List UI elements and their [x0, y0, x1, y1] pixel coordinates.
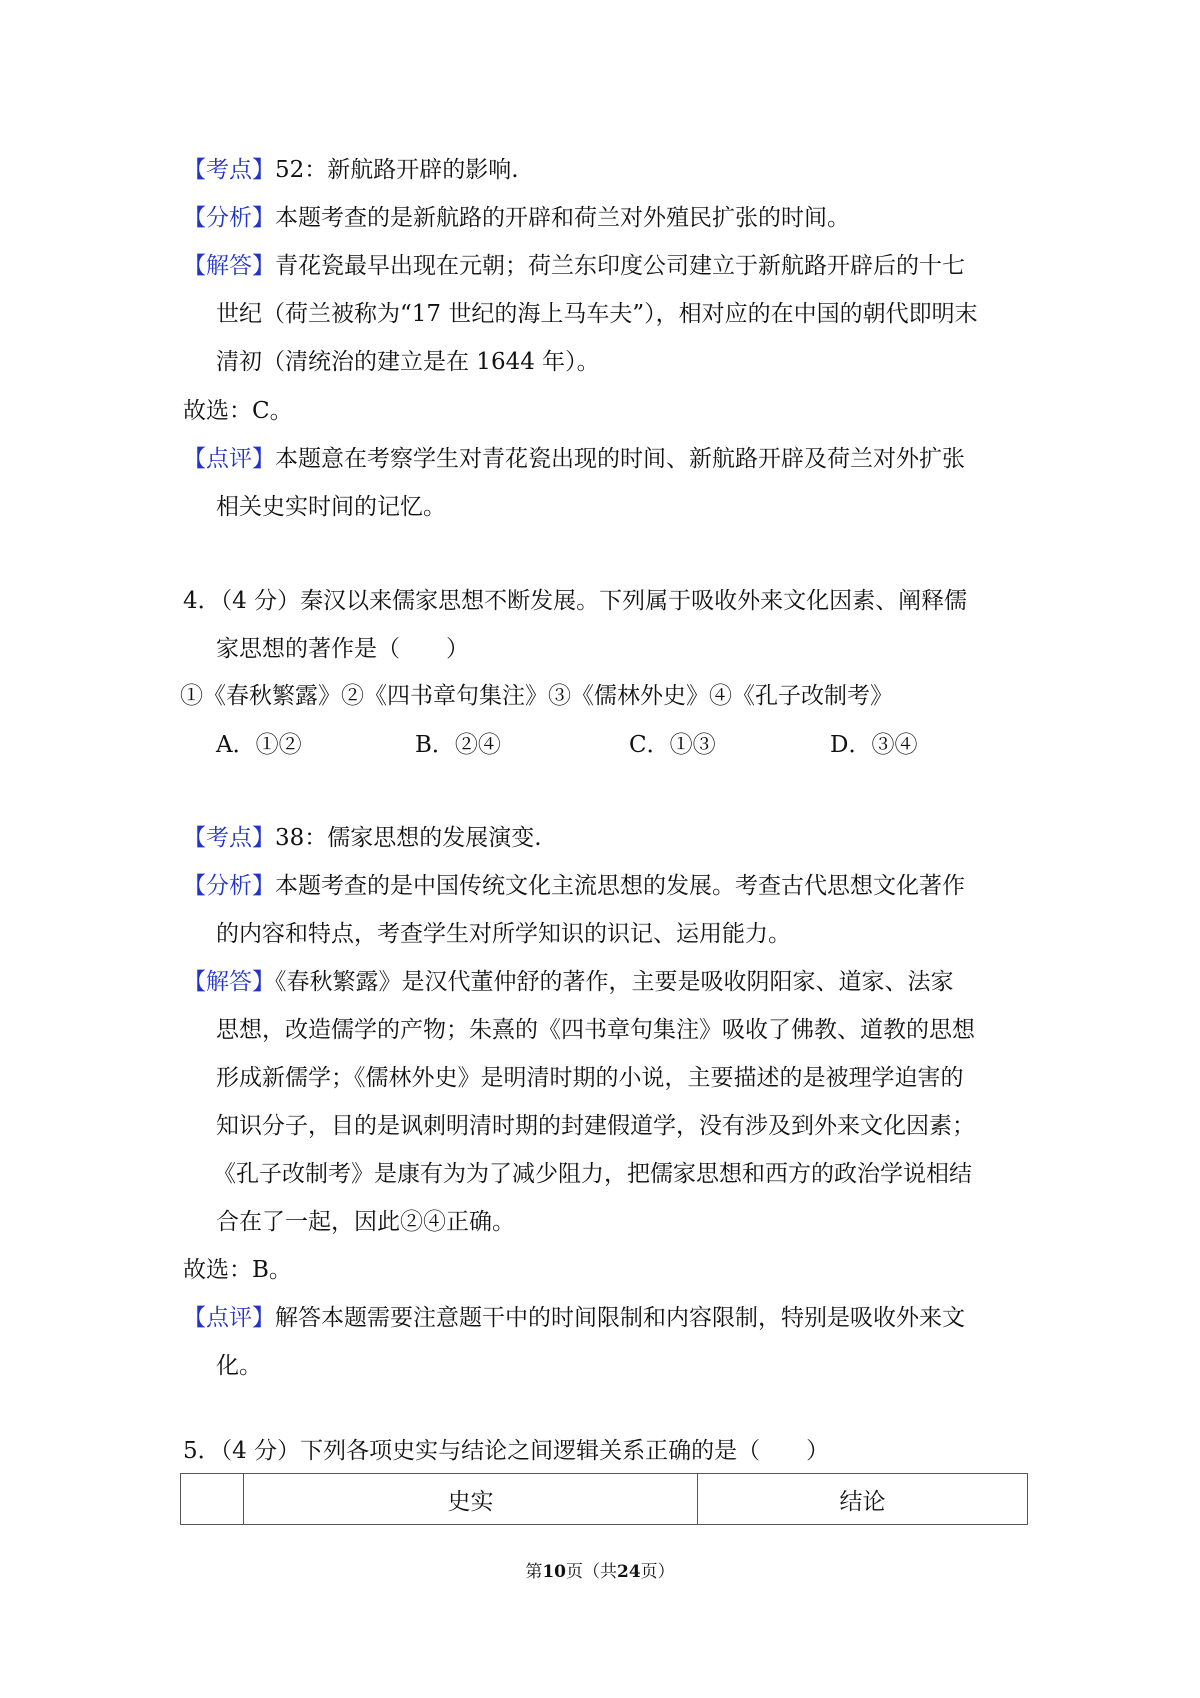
page-footer	[0, 1557, 1200, 1582]
jieda-line: 形成新儒学；《儒林外史》是明清时期的小说，主要描述的是被理学迫害的	[216, 1065, 964, 1091]
q5-stem: 5．（4 分）下列各项史实与结论之间逻辑关系正确的是（ ）	[183, 1438, 830, 1464]
footer-middle: 页（共	[566, 1562, 617, 1582]
kaodian-tag: 【考点】	[183, 157, 275, 183]
option-a: A．①②	[216, 732, 302, 758]
kaodian-tag: 【考点】	[183, 825, 275, 851]
dianping-tag: 【点评】	[183, 446, 275, 472]
footer-total-pages: 24	[617, 1562, 641, 1582]
dianping-line: 相关史实时间的记忆。	[216, 494, 446, 520]
q3-kaodian	[183, 155, 1033, 185]
fenxi-text: 本题考查的是新航路的开辟和荷兰对外殖民扩张的时间。	[275, 205, 850, 231]
q3-fenxi	[183, 203, 1033, 233]
fenxi-line: 本题考查的是中国传统文化主流思想的发展。考查古代思想文化著作	[275, 873, 965, 899]
q4-fenxi	[183, 871, 1033, 901]
table-header-conclusion: 结论	[698, 1474, 1028, 1525]
table-header-blank	[181, 1474, 244, 1525]
jieda-line: 知识分子，目的是讽刺明清时期的封建假道学，没有涉及到外来文化因素；	[216, 1113, 975, 1139]
q4-answer: 故选：B。	[183, 1257, 292, 1283]
option-d: D．③④	[830, 732, 918, 758]
q3-dianping	[183, 444, 1033, 474]
footer-prefix: 第	[525, 1562, 543, 1582]
jieda-tag: 【解答】	[183, 969, 275, 995]
table-header-facts: 史实	[244, 1474, 698, 1525]
option-b: B．②④	[415, 732, 501, 758]
q4-stem: 4．（4 分）秦汉以来儒家思想不断发展。下列属于吸收外来文化因素、阐释儒	[183, 588, 968, 614]
kaodian-text: 52：新航路开辟的影响.	[275, 157, 519, 183]
dianping-line: 化。	[216, 1353, 262, 1379]
q4-items: ①《春秋繁露》②《四书章句集注》③《儒林外史》④《孔子改制考》	[180, 683, 893, 709]
footer-page-number: 10	[542, 1562, 566, 1582]
q4-kaodian	[183, 823, 1033, 853]
dianping-line: 本题意在考察学生对青花瓷出现的时间、新航路开辟及荷兰对外扩张	[275, 446, 965, 472]
fenxi-line: 的内容和特点，考查学生对所学知识的识记、运用能力。	[216, 921, 791, 947]
footer-suffix: 页）	[640, 1562, 675, 1582]
dianping-line: 解答本题需要注意题干中的时间限制和内容限制，特别是吸收外来文	[275, 1305, 965, 1331]
kaodian-text: 38：儒家思想的发展演变.	[275, 825, 542, 851]
fenxi-tag: 【分析】	[183, 205, 275, 231]
jieda-line: 合在了一起，因此②④正确。	[216, 1209, 515, 1235]
q4-stem-cont: 家思想的著作是（ ）	[216, 636, 469, 662]
jieda-line: 清初（清统治的建立是在 1644 年）。	[216, 349, 600, 375]
option-c: C．①③	[629, 732, 716, 758]
jieda-tag: 【解答】	[183, 253, 275, 279]
fenxi-tag: 【分析】	[183, 873, 275, 899]
jieda-line: 世纪（荷兰被称为“17 世纪的海上马车夫”），相对应的在中国的朝代即明末	[216, 301, 978, 327]
q5-table	[180, 1473, 1028, 1525]
jieda-line: 青花瓷最早出现在元朝；荷兰东印度公司建立于新航路开辟后的十七	[275, 253, 965, 279]
q4-jieda	[183, 967, 1033, 997]
table-header-row	[181, 1474, 1028, 1525]
q3-jieda	[183, 251, 1033, 281]
q3-answer: 故选：C。	[183, 398, 293, 424]
dianping-tag: 【点评】	[183, 1305, 275, 1331]
jieda-line: 思想，改造儒学的产物；朱熹的《四书章句集注》吸收了佛教、道教的思想	[216, 1017, 975, 1043]
jieda-line: 《孔子改制考》是康有为为了减少阻力，把儒家思想和西方的政治学说相结	[213, 1161, 972, 1187]
jieda-line: 《春秋繁露》是汉代董仲舒的著作，主要是吸收阴阳家、道家、法家	[275, 969, 954, 995]
q4-dianping	[183, 1303, 1033, 1333]
